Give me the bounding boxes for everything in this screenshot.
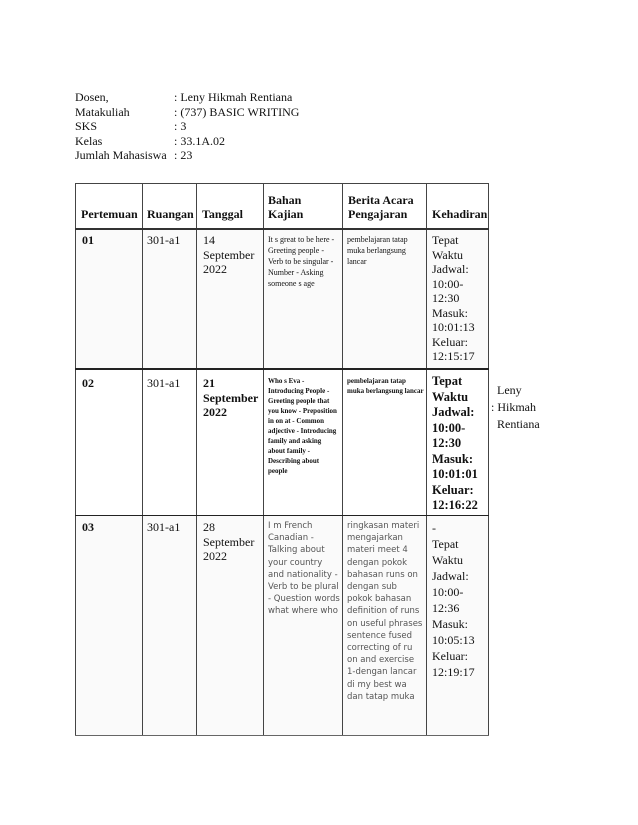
row-1-report: pembelajaran tatap muka berlangsung lancar bbox=[347, 235, 408, 266]
info-row-course bbox=[75, 105, 299, 120]
row-1-number: 01 bbox=[82, 233, 94, 247]
row-2-attendance: Tepat Waktu Jadwal: 10:00- 12:30 Masuk: 10:01:01 Keluar: 12:16:22 bbox=[432, 374, 478, 512]
row-2-material: Who s Eva - Introducing People - Greeting people that you know - Preposition in on at - Common adjective - Introducing family and asking about family - Describing about people bbox=[268, 377, 337, 475]
header-material: Bahan Kajian bbox=[268, 193, 304, 221]
info-value: : 33.1A.02 bbox=[174, 133, 225, 148]
info-row-class bbox=[75, 134, 299, 149]
row-2-date: 21 September 2022 bbox=[203, 376, 259, 419]
row-1-material: It s great to be here - Greeting people - Verb to be singular - Number - Asking someone s age bbox=[268, 235, 335, 288]
info-row-credits bbox=[75, 119, 299, 134]
row-2-report: pembelajaran tatap muka berlangsung lancar bbox=[347, 377, 424, 395]
row-1-attendance: Tepat Waktu Jadwal: 10:00- 12:30 Masuk: 10:01:13 Keluar: 12:15:17 bbox=[432, 233, 475, 363]
row-1-date: 14 September 2022 bbox=[203, 233, 255, 276]
row-3-date: 28 September 2022 bbox=[203, 520, 255, 563]
header-date: Tanggal bbox=[202, 207, 243, 221]
info-value: : 3 bbox=[174, 119, 187, 133]
header-report: Berita Acara Pengajaran bbox=[348, 193, 414, 221]
row-3-material: I m French Canadian - Talking about your country and nationality - Verb to be plural - Question words what where who bbox=[268, 521, 340, 617]
row-3-report: ringkasan materi mengajarkan materi meet 4 dengan pokok bahasan runs on dengan sub pokok bahasan definition of runs on useful phrases sentence fused correcting of ru on and exercise 1-dengan lancar di my best wa dan tatap muka bbox=[347, 521, 423, 702]
row-3-attendance: - Tepat Waktu Jadwal: 10:00- 12:36 Masuk: 10:05:13 Keluar: 12:19:17 bbox=[432, 521, 475, 679]
row-2-room: 301-a1 bbox=[147, 376, 181, 390]
row-3-room: 301-a1 bbox=[147, 520, 181, 534]
info-value: : (737) BASIC WRITING bbox=[174, 104, 300, 119]
row-3-number: 03 bbox=[82, 520, 94, 534]
info-label: Jumlah Mahasiswa bbox=[75, 148, 167, 162]
course-info bbox=[75, 90, 299, 163]
attendance-table bbox=[75, 183, 489, 736]
info-label: SKS bbox=[75, 119, 98, 133]
header-meeting: Pertemuan bbox=[81, 207, 138, 221]
row-1-room: 301-a1 bbox=[147, 233, 181, 247]
info-label: Kelas bbox=[75, 133, 103, 148]
info-label: Matakuliah bbox=[75, 104, 130, 119]
info-row-students bbox=[75, 148, 299, 163]
info-row-lecturer bbox=[75, 90, 299, 105]
header-attendance: Kehadiran bbox=[432, 207, 488, 221]
info-value: : 23 bbox=[174, 148, 193, 162]
header-room: Ruangan bbox=[147, 207, 194, 221]
info-label: Dosen, bbox=[75, 90, 109, 104]
info-value: : Leny Hikmah Rentiana bbox=[174, 90, 293, 104]
lecturer-side-note: Leny : Hikmah Rentiana bbox=[491, 383, 540, 431]
row-2-number: 02 bbox=[82, 376, 94, 390]
